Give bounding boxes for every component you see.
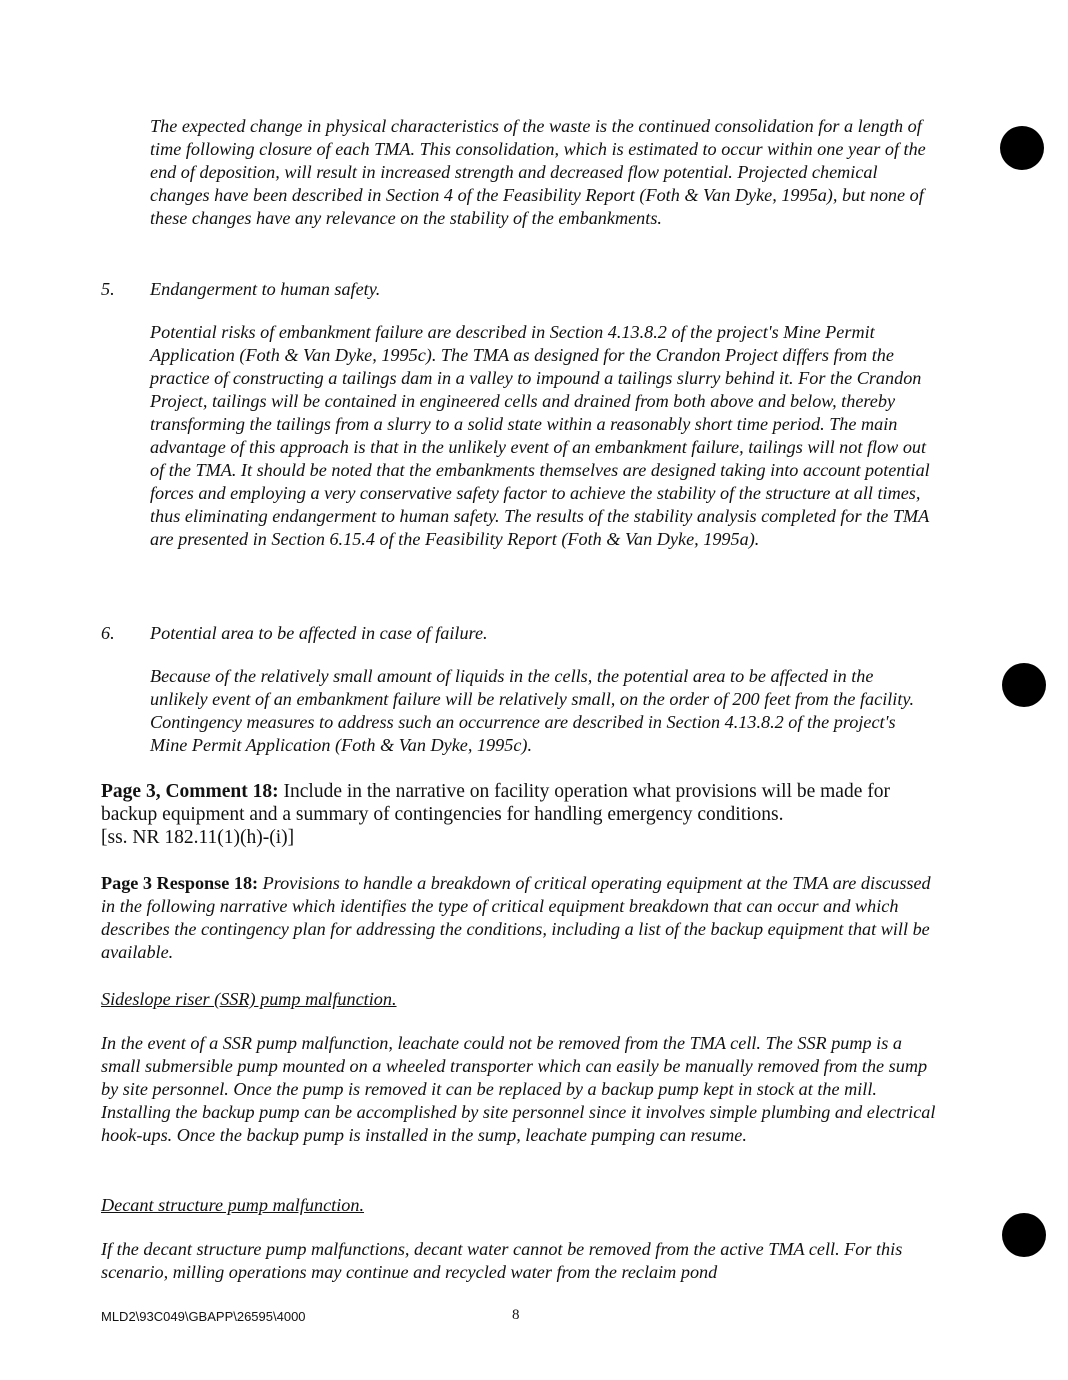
- footer-page-number: 8: [512, 1307, 520, 1323]
- comment-18: [101, 780, 941, 849]
- item-5-number: 5.: [101, 279, 115, 299]
- response-18: [101, 872, 941, 964]
- comment-18-label: Page 3, Comment 18:: [101, 781, 279, 802]
- response-18-text: Provisions to handle a breakdown of critical operating equipment at the TMA are discussed in the following narrative which identifies the type of critical equipment breakdown that can occur and which describes the contingency plan for addressing the conditions, including a list of the backup equipment that will be available.: [101, 873, 931, 962]
- decant-heading: Decant structure pump malfunction.: [101, 1195, 365, 1215]
- punch-hole-bottom: [1002, 1213, 1046, 1257]
- footer-file-path: MLD2\93C049\GBAPP\26595\4000: [101, 1309, 306, 1324]
- punch-hole-middle: [1002, 663, 1046, 707]
- intro-paragraph: The expected change in physical characteristics of the waste is the continued consolidation for a length of time following closure of each TMA. This consolidation, which is estimated to occur within one year of the end of deposition, will result in increased strength and decreased flow potential. Projected chemical changes have been described in Section 4 of the Feasibility Report (Foth & Van Dyke, 1995a), but none of these changes have any relevance on the stability of the embankments.: [150, 116, 926, 228]
- item-5-body: Potential risks of embankment failure are described in Section 4.13.8.2 of the project's Mine Permit Application (Foth & Van Dyke, 1995c). The TMA as designed for the Crandon Project differs from the practice of constructing a tailings dam in a valley to impound a tailings slurry behind it. For the Crandon Project, tailings will be contained in engineered cells and drained from both above and below, thereby transforming the tailings from a slurry to a solid state within a reasonably short time period. The main advantage of this approach is that in the unlikely event of an embankment failure, tailings will not flow out of the TMA. It should be noted that the embankments themselves are designed taking into account potential forces and employing a very conservative safety factor to achieve the stability of the structure at all times, thus eliminating endangerment to human safety. The results of the stability analysis completed for the TMA are presented in Section 6.15.4 of the Feasibility Report (Foth & Van Dyke, 1995a).: [150, 322, 930, 549]
- comment-18-text: Include in the narrative on facility operation what provisions will be made for backup equipment and a summary of contingencies for handling emergency conditions.: [101, 781, 890, 825]
- comment-18-ref: [ss. NR 182.11(1)(h)-(i)]: [101, 827, 295, 848]
- item-6-body: Because of the relatively small amount of liquids in the cells, the potential area to be affected in the unlikely event of an embankment failure will be relatively small, on the order of 200 feet from the facility. Contingency measures to address such an occurrence are described in Section 4.13.8.2 of the project's Mine Permit Application (Foth & Van Dyke, 1995c).: [150, 666, 915, 755]
- decant-body: If the decant structure pump malfunctions, decant water cannot be removed from the active TMA cell. For this scenario, milling operations may continue and recycled water from the reclaim pond: [101, 1239, 903, 1282]
- ssr-body: In the event of a SSR pump malfunction, leachate could not be removed from the TMA cell. The SSR pump is a small submersible pump mounted on a wheeled transporter which can easily be manually removed from the sump by site personnel. Once the pump is removed it can be replaced by a backup pump kept in stock at the mill. Installing the backup pump can be accomplished by site personnel since it involves simple plumbing and electrical hook-ups. Once the backup pump is installed in the sump, leachate pumping can resume.: [101, 1033, 936, 1145]
- response-18-label: Page 3 Response 18:: [101, 873, 259, 893]
- item-6-title: Potential area to be affected in case of failure.: [150, 623, 488, 643]
- item-6-number: 6.: [101, 623, 115, 643]
- ssr-heading: Sideslope riser (SSR) pump malfunction.: [101, 989, 397, 1009]
- item-5-title: Endangerment to human safety.: [150, 279, 381, 299]
- punch-hole-top: [1000, 126, 1044, 170]
